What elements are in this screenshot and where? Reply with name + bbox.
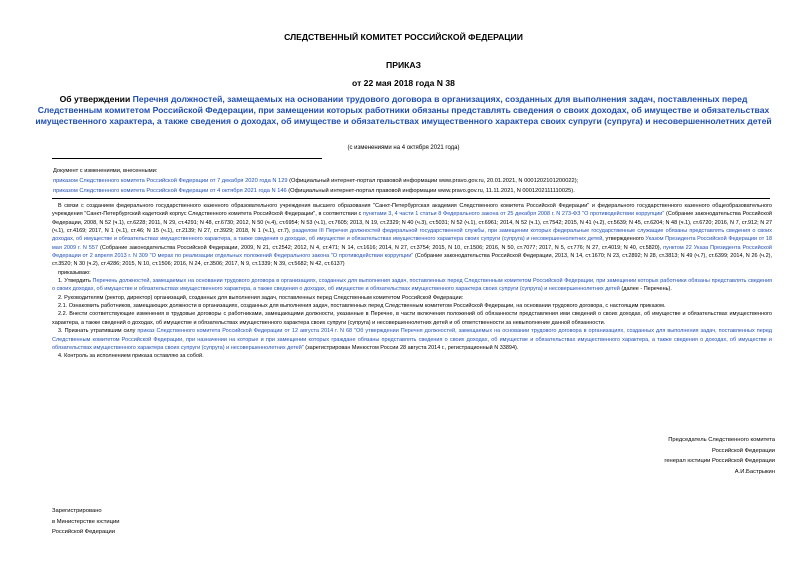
title-link[interactable]: Перечня должностей, замещаемых на основании трудового договора в организациях, созданных для выполнения задач, поставленных перед Следственным комитетом Российской Федерации, при замещении которых работники обязаны представлять сведения о своих доходах, об имуществе и обязательствах имущественного характера, а также сведения о доходах, об имуществе и обязательствах имущественного характера своих супруги (супруга) и несовершеннолетних детей [35, 94, 772, 126]
inline-legal-link[interactable]: приказ Следственного комитета Российской Федерации от 12 августа 2014 г. N 68 "Об утверждении Перечня должностей, замещаемых на основании трудового договора в организациях, созданных для выполнения задач, поставленных перед Следственным комитетом Российской Федерации, при назначении на которые и при замещении которых граждане обязаны представлять сведения о своих доходах, об имуществе и обязательствах имущественного характера, а также сведения о доходах, об имуществе и обязательствах имущественного характера своих супруги (супруга) и несовершеннолетних детей" [52, 328, 772, 351]
document-title [30, 94, 777, 127]
change-item [53, 186, 793, 196]
change-source: (Официальный интернет-портал правовой информации www.pravo.gov.ru, 20.01.2021, N 0001202101200022); [287, 178, 579, 184]
inline-text: , утвержденного [602, 236, 646, 243]
registration-line: Российской Федерации [52, 529, 116, 535]
inline-text: В связи с созданием федерального государственного казенного образовательного учреждения высшего образования "Санкт-Петербургская академия Следственного комитета Российской Федерации" и федерального государственного казенного общеобразовательного учреждения "Санкт-Петербургский кадетский корпус Следственного комитета Российской Федерации", в соответствии с [52, 203, 772, 218]
inline-text: (Собрание законодательства Российской Федерации, 2009, N 21, ст.2542; 2012, N 4, ст.471; N 14, ст.1616; 2014, N 27, ст.3754; 2015, N 10, ст.1506; 2016, N 50, ст.7077; 2017, N 5, ст.776; N 27, ст.4019; N 40, ст.5820), [98, 244, 664, 251]
inline-text: (зарегистрирован Минюстом России 28 августа 2014 г., регистрационный N 33894). [303, 344, 519, 351]
item-2-1-paragraph: 2.1. Ознакомить работников, замещающих должности в организациях, созданных для выполнения задач, поставленных перед Следственным комитетом Российской Федерации, на основании трудового договора, с настоящим приказом. [58, 303, 666, 310]
change-item [53, 176, 793, 186]
item-2-paragraph: 2. Руководителям (ректор, директор) организаций, созданных для выполнения задач, поставленных перед Следственным комитетом Российской Федерации: [58, 294, 464, 301]
item-2-2-paragraph: 2.2. Внести соответствующие изменения в трудовые договоры с работниками, замещающими должности, указанные в Перечне, в части включения положений об обязанности представления ими сведений о своих доходах, об имуществе и обязательствах имущественного характера, а также сведений о доходах, об имуществе и обязательствах имущественного характера своих супруги (супруга) и несовершеннолетних детей и об ответственности за невыполнение данной обязанности. [52, 311, 772, 326]
inline-legal-link[interactable]: Перечень должностей, замещаемых на основании трудового договора в организациях, созданных для выполнения задач, поставленных перед Следственным комитетом Российской Федерации, при замещении которых работники обязаны представлять сведения о своих доходах, об имуществе и обязательствах имущественного характера, а также сведения о доходах, об имуществе и обязательствах имущественного характера своих супруги (супруга) и несовершеннолетних детей [52, 278, 772, 293]
document-type: ПРИКАЗ [386, 60, 421, 70]
registration-line: в Министерстве юстиции [52, 518, 120, 525]
order-word: приказываю: [58, 269, 91, 276]
document-body [52, 202, 772, 361]
preamble-paragraph [52, 202, 772, 269]
inline-legal-link[interactable]: разделом III Перечня должностей федеральной государственной службы, при замещении которых федеральные государственные служащие обязаны представлять сведения о своих доходах, об имуществе и обязательствах имущественного характера, а также сведения о доходах, об имуществе и обязательствах имущественного характера своих супруги (супруга) и несовершеннолетних детей [52, 228, 772, 243]
change-link[interactable]: приказом Следственного комитета Российской Федерации от 7 декабря 2020 года N 129 [53, 178, 288, 184]
inline-text: (Собрание законодательства Российской Федерации, 2013, N 14, ст.1670; N 23, ст.2892; N 28, ст.3813; N 49 (ч.7), ст.6399; 2014, N 26 (ч.2), ст.3520; N 30 (ч.2), ст.4286; 2015, N 10, ст.1506; 2016, N 24, ст.3506; 2017, N 9, ст.1339; N 39, ст.5682; N 42, ст.6137) [52, 253, 772, 268]
inline-legal-link[interactable]: пунктами 3 [363, 211, 392, 218]
signature-block [560, 435, 775, 477]
inline-text: 3. Признать утратившим силу [58, 328, 138, 335]
change-link[interactable]: приказом Следственного комитета Российской Федерации от 4 октября 2021 года N 146 [53, 188, 287, 194]
inline-text: (Собрание законодательства Российской Федерации, 2008, N 52 (ч.1), ст.6228; 2011, N 29, ст.4291; N 48, ст.6730; 2012, N 50 (ч.4), ст.6954; N 53 (ч.1), ст.7605; 2013, N 19, ст.2329; N 40 (ч.3), ст.5031; N 52 (ч.1), ст.6961; 2014, N 52 (ч.1), ст.7542; 2015, N 41 (ч.2), ст.5639; N 45, ст.6204; N 48 (ч.1), ст.6720; 2016, N 7, ст.912; N 27 (ч.1), ст.4169; 2017, N 1 (ч.1), ст.46; N 15 (ч.1), ст.2139; N 27, ст.3929; 2018, N 1 (ч.1), ст.7), [52, 211, 772, 235]
agency-heading: СЛЕДСТВЕННЫЙ КОМИТЕТ РОССИЙСКОЙ ФЕДЕРАЦИИ [284, 32, 523, 42]
amendment-note: (с изменениями на 4 октября 2021 года) [347, 145, 460, 151]
inline-legal-link[interactable]: 4 части 1 статьи 8 Федерального закона от 25 декабря 2008 г. N 273-ФЗ "О противодействии коррупции" [394, 211, 665, 218]
inline-text: 1. Утвердить [58, 278, 93, 285]
change-source: (Официальный интернет-портал правовой информации www.pravo.gov.ru, 11.11.2021, N 0001202111110025). [286, 188, 575, 194]
document-date-number: от 22 мая 2018 года N 38 [352, 78, 455, 88]
divider-short [52, 158, 322, 159]
signer-position: Председатель Следственного комитета [668, 437, 775, 443]
divider-long [52, 198, 770, 199]
title-prefix: Об утверждении [59, 94, 133, 104]
registration-line: Зарегистрировано [52, 508, 102, 514]
changes-label: Документ с изменениями, внесенными: [53, 168, 158, 174]
item-4-paragraph: 4. Контроль за исполнением приказа оставляю за собой. [58, 353, 204, 360]
item-1-paragraph [52, 277, 772, 294]
inline-text: (далее - Перечень). [619, 286, 672, 293]
inline-legal-link[interactable]: Указом Президента Российской Федерации от 18 мая 2009 г. N 557 [52, 236, 773, 251]
signer-name: А.И.Бастрыкин [734, 468, 775, 475]
signer-rank: генерал юстиции Российской Федерации [664, 458, 775, 464]
signer-org: Российской Федерации [711, 447, 775, 454]
inline-legal-link[interactable]: пунктом 22 Указа Президента Российской Федерации от 2 апреля 2013 г. N 309 "О мерах по реализации отдельных положений Федерального закона "О противодействии коррупции" [52, 244, 772, 260]
inline-text: , [391, 211, 395, 218]
changes-block [53, 166, 793, 196]
item-3-paragraph [52, 327, 772, 352]
registration-block [52, 506, 252, 538]
